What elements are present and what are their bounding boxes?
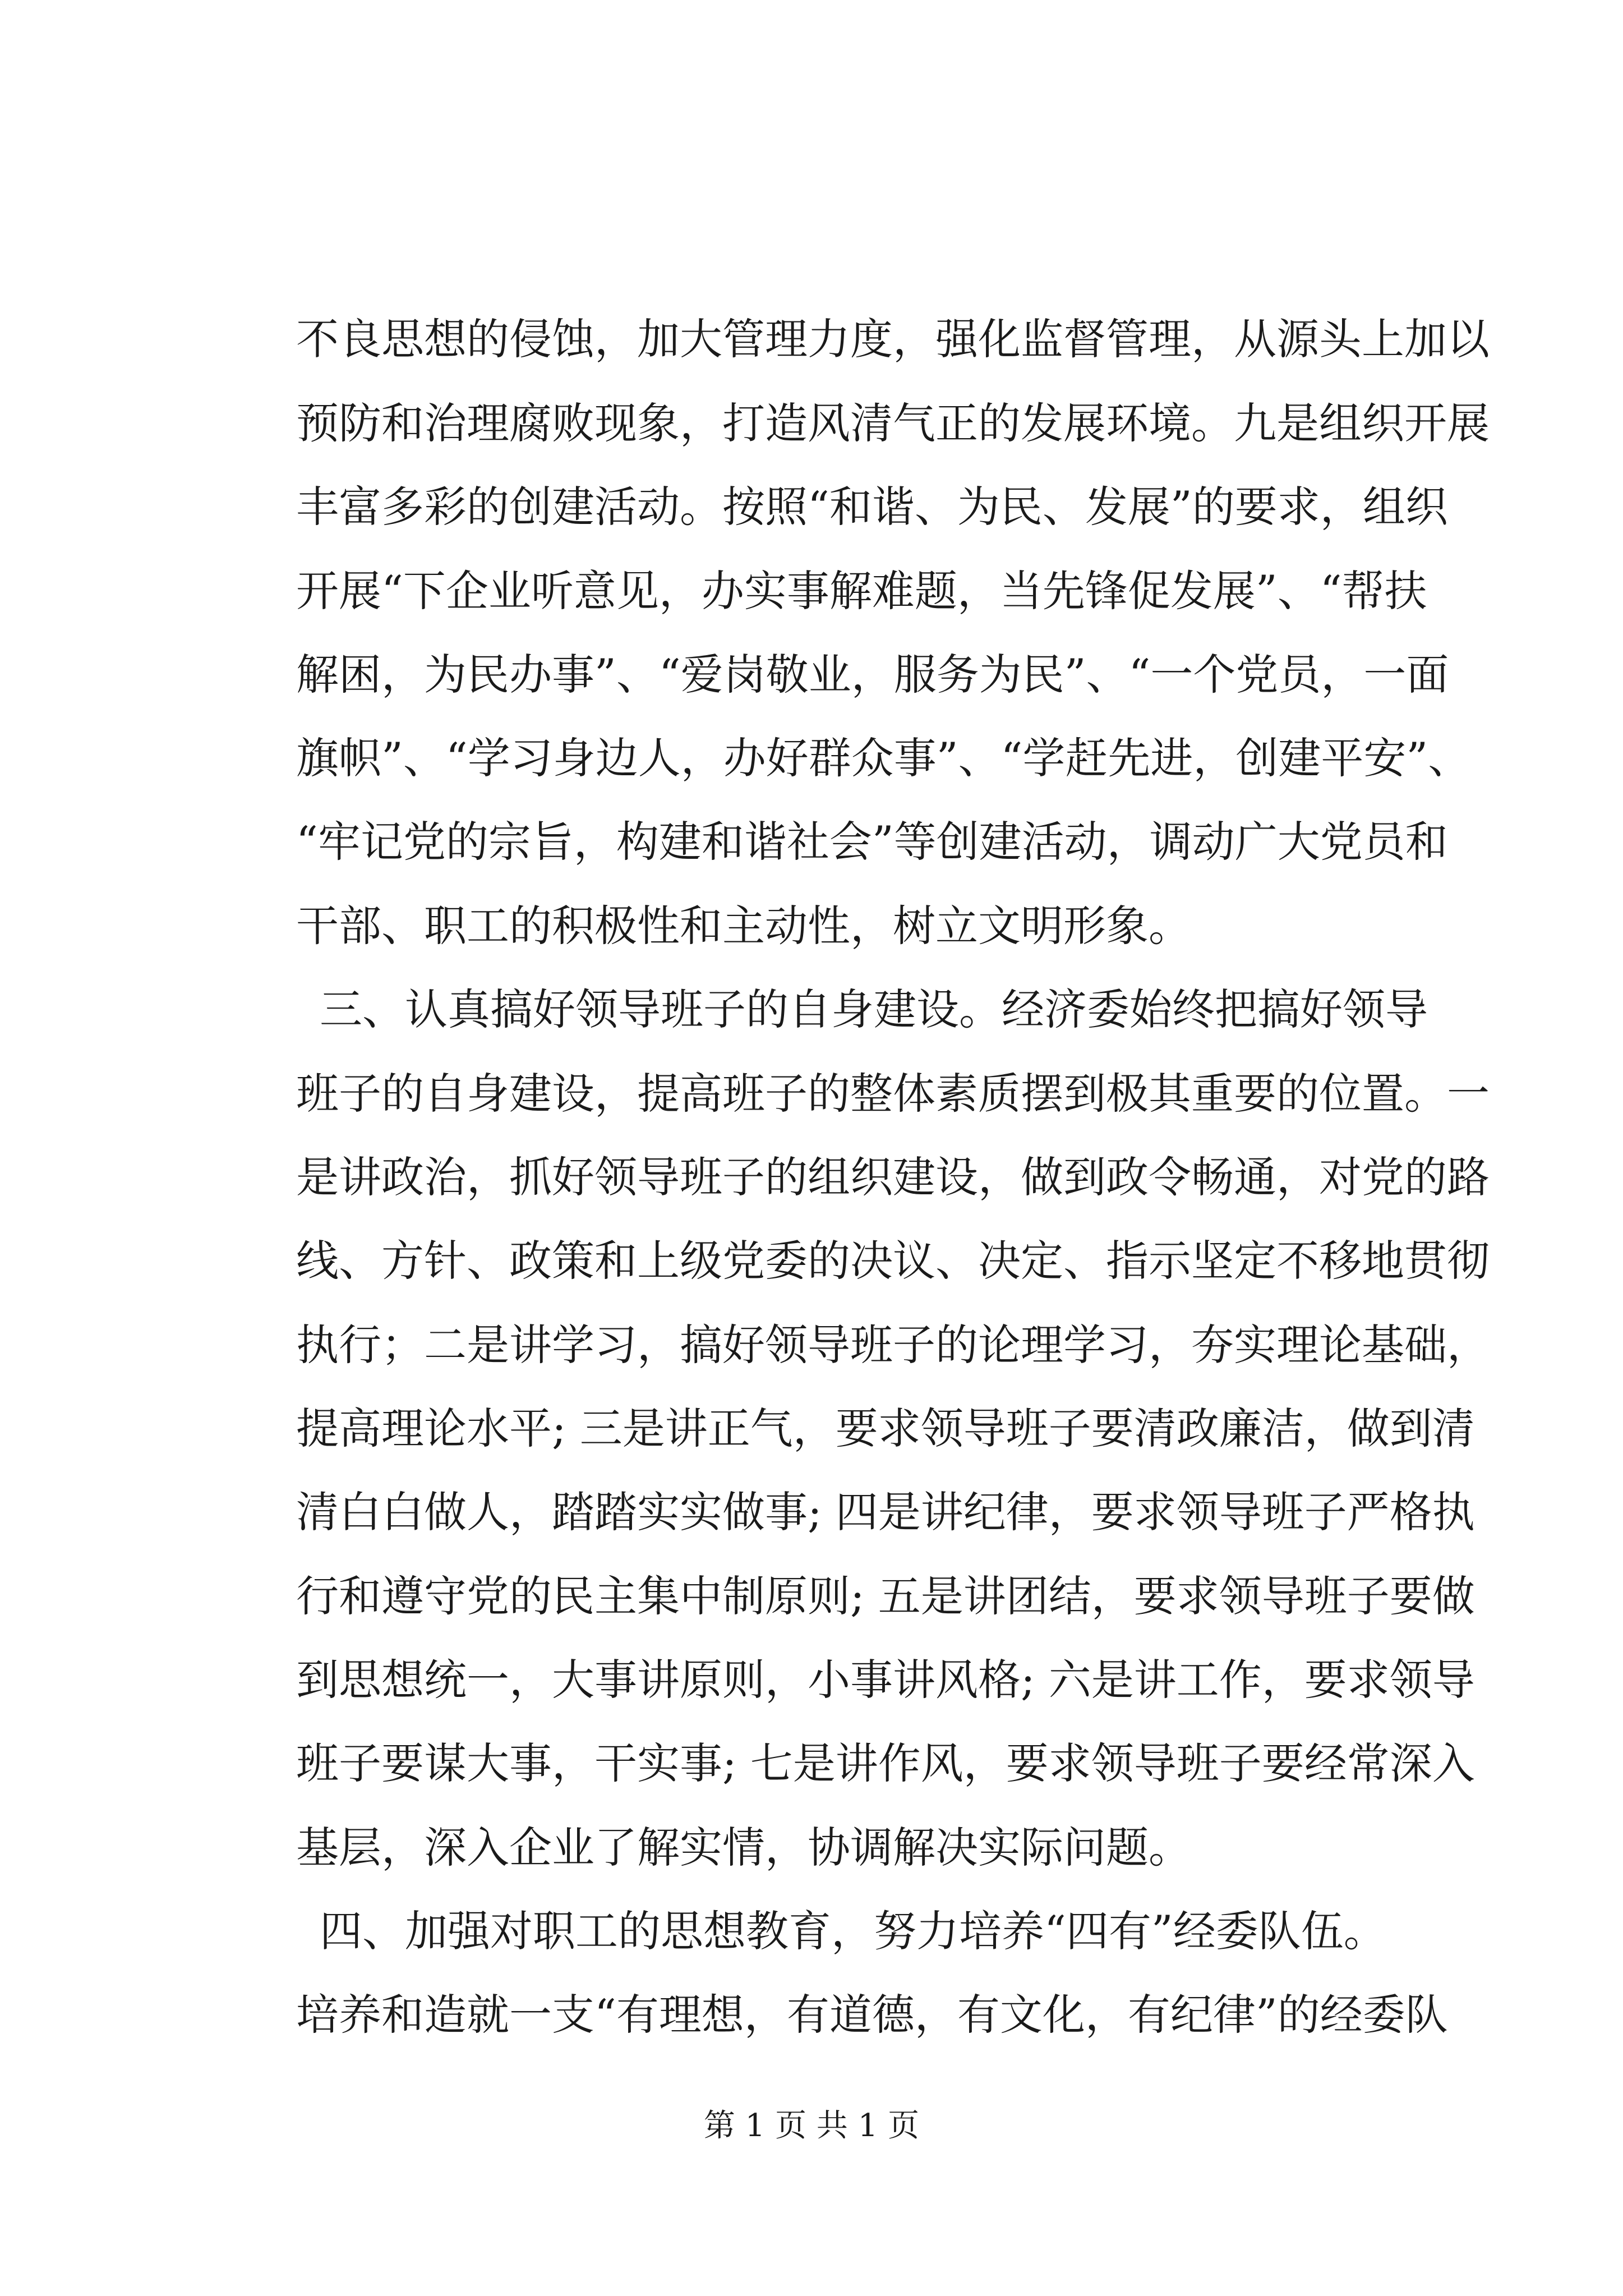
text-line-8: 干部、职工的积极性和主动性，树立文明形象。 — [296, 901, 1191, 951]
text-line-7: “牢记党的宗旨，构建和谐社会”等创建活动，调动广大党员和 — [296, 817, 1448, 867]
text-line-21: 培养和造就一支“有理想，有道德，有文化，有纪律”的经委队 — [296, 1990, 1448, 2040]
section-four-heading-line: 四、加强对职工的思想教育，努力培养“四有”经委队伍。 — [320, 1906, 1386, 1956]
text-line-12: 线、方针、政策和上级党委的决议、决定、指示坚定不移地贯彻 — [296, 1236, 1490, 1286]
text-line-13: 执行；二是讲学习，搞好领导班子的论理学习，夯实理论基础， — [296, 1320, 1490, 1370]
text-line-6: 旗帜”、“学习身边人，办好群众事”、“学赶先进，创建平安”、 — [296, 733, 1471, 783]
section-three-heading-line: 三、认真搞好领导班子的自身建设。经济委始终把搞好领导 — [320, 984, 1428, 1034]
text-line-5: 解困，为民办事”、“爱岗敬业，服务为民”、“一个党员，一面 — [296, 650, 1449, 700]
text-line-2: 预防和治理腐败现象，打造风清气正的发展环境。九是组织开展 — [296, 398, 1490, 448]
text-line-1: 不良思想的侵蚀，加大管理力度，强化监督管理，从源头上加以 — [296, 314, 1490, 364]
text-line-3: 丰富多彩的创建活动。按照“和谐、为民、发展”的要求，组织 — [296, 482, 1448, 532]
text-line-10: 班子的自身建设，提高班子的整体素质摆到极其重要的位置。一 — [296, 1069, 1490, 1119]
text-line-14: 提高理论水平; 三是讲正气，要求领导班子要清政廉洁，做到清 — [296, 1404, 1475, 1453]
text-line-11: 是讲政治，抓好领导班子的组织建设，做到政令畅通，对党的路 — [296, 1152, 1490, 1202]
text-line-16: 行和遵守党的民主集中制原则; 五是讲团结，要求领导班子要做 — [296, 1571, 1475, 1621]
text-line-19: 基层，深入企业了解实情，协调解决实际问题。 — [296, 1823, 1191, 1872]
text-line-18: 班子要谋大事，干实事; 七是讲作风，要求领导班子要经常深入 — [296, 1738, 1475, 1788]
page-footer: 第 1 页 共 1 页 — [703, 2108, 920, 2144]
text-line-4: 开展“下企业听意见，办实事解难题，当先锋促发展”、“帮扶 — [296, 566, 1427, 616]
text-line-15: 清白白做人，踏踏实实做事; 四是讲纪律，要求领导班子严格执 — [296, 1487, 1475, 1537]
text-line-17: 到思想统一，大事讲原则，小事讲风格; 六是讲工作，要求领导 — [296, 1655, 1475, 1705]
